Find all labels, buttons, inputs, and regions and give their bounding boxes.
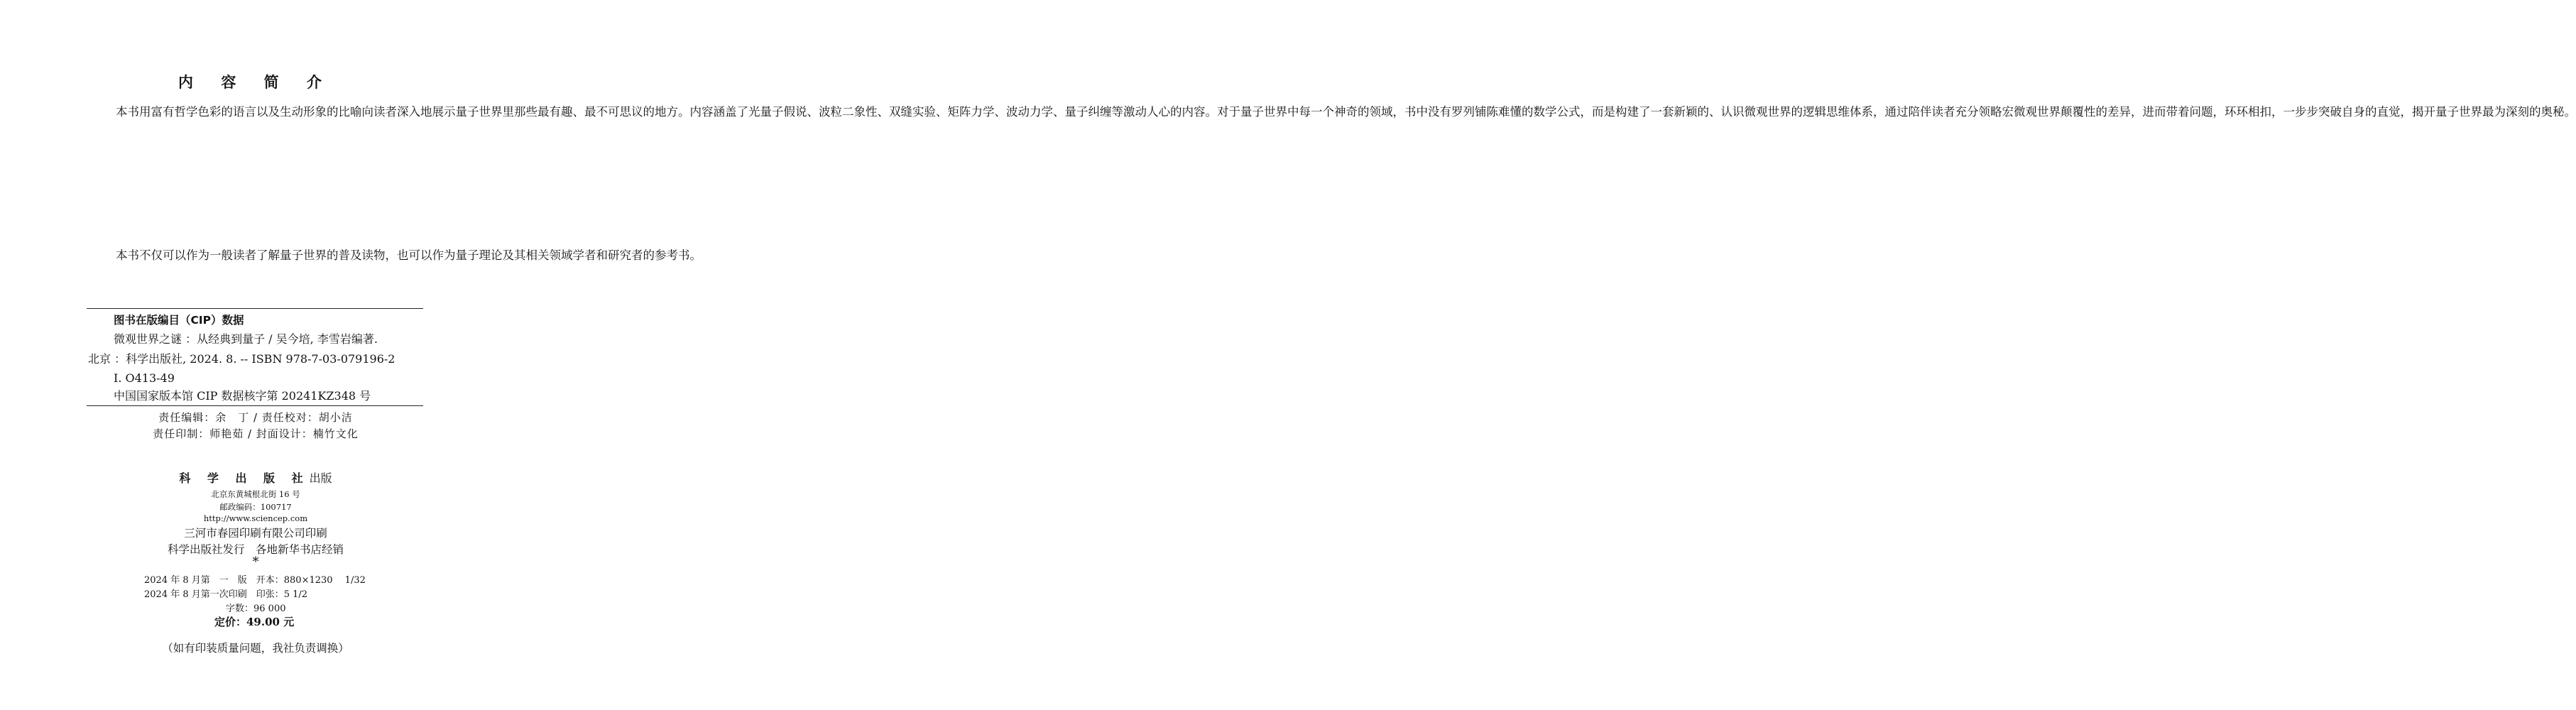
cip-line-classification: Ⅰ. O413-49 (114, 371, 175, 385)
responsibility-line-1: 责任编辑：余 丁 / 责任校对：胡小洁 (158, 411, 353, 424)
publisher-address: 北京东黄城根北街 16 号 (211, 489, 300, 499)
publisher-line (0, 469, 511, 486)
quality-notice: （如有印装质量问题，我社负责调换） (162, 642, 349, 655)
distribution-line: 科学出版社发行 各地新华书店经销 (167, 543, 344, 556)
cip-line-title: 微观世界之谜 ：从经典到量子 / 吴今培, 李雪岩编著. (114, 332, 378, 346)
cip-line-record: 中国国家版本馆 CIP 数据核字第 20241KZ348 号 (114, 389, 371, 403)
edition-line: 2024 年 8 月第 一 版 开本：880×1230 1/32 (144, 575, 366, 586)
intro-paragraph-1 (92, 102, 2576, 121)
page-title: 内 容 简 介 (178, 74, 333, 91)
responsibility-line-2: 责任印制：师艳茹 / 封面设计：楠竹文化 (153, 427, 359, 440)
printer-line: 三河市春园印刷有限公司印刷 (184, 527, 327, 540)
intro-paragraph-2 (92, 246, 702, 265)
publisher-website: http://www.sciencep.com (203, 513, 308, 523)
publisher-suffix: 出版 (309, 471, 332, 485)
intro-paragraph-2-text: 本书不仅可以作为一般读者了解量子世界的普及读物，也可以作为量子理论及其相关领域学者和研究者的参考书。 (116, 248, 702, 262)
cip-top-rule (87, 308, 423, 309)
publisher-logo: 科 学 出 版 社 (179, 471, 310, 485)
price: 定价：49.00 元 (214, 616, 295, 628)
publisher-postcode: 邮政编码：100717 (219, 502, 292, 512)
printing-line: 2024 年 8 月第一次印刷 印张：5 1/2 (144, 589, 308, 600)
cip-line-publisher: 北京 ：科学出版社, 2024. 8. -- ISBN 978-7-03-079196-2 (88, 352, 395, 366)
cip-heading: 图书在版编目（CIP）数据 (114, 314, 244, 327)
cip-bottom-rule (87, 405, 423, 406)
intro-paragraph-1-text: 本书用富有哲学色彩的语言以及生动形象的比喻向读者深入地展示量子世界里那些最有趣、最不可思议的地方。内容涵盖了光量子假说、波粒二象性、双缝实验、矩阵力学、波动力学、量子纠缠等激动人心的内容。对于量子世界中每一个神奇的领域，书中没有罗列铺陈难懂的数学公式，而是构建了一套新颖的、认识微观世界的逻辑思维体系，通过陪伴读者充分领略宏微观世界颠覆性的差异，进而带着问题，环环相扣，一步步突破自身的直觉，揭开量子世界最为深刻的奥秘。 (116, 105, 2576, 119)
word-count: 字数：96 000 (226, 604, 286, 614)
separator-star: * (252, 555, 259, 569)
